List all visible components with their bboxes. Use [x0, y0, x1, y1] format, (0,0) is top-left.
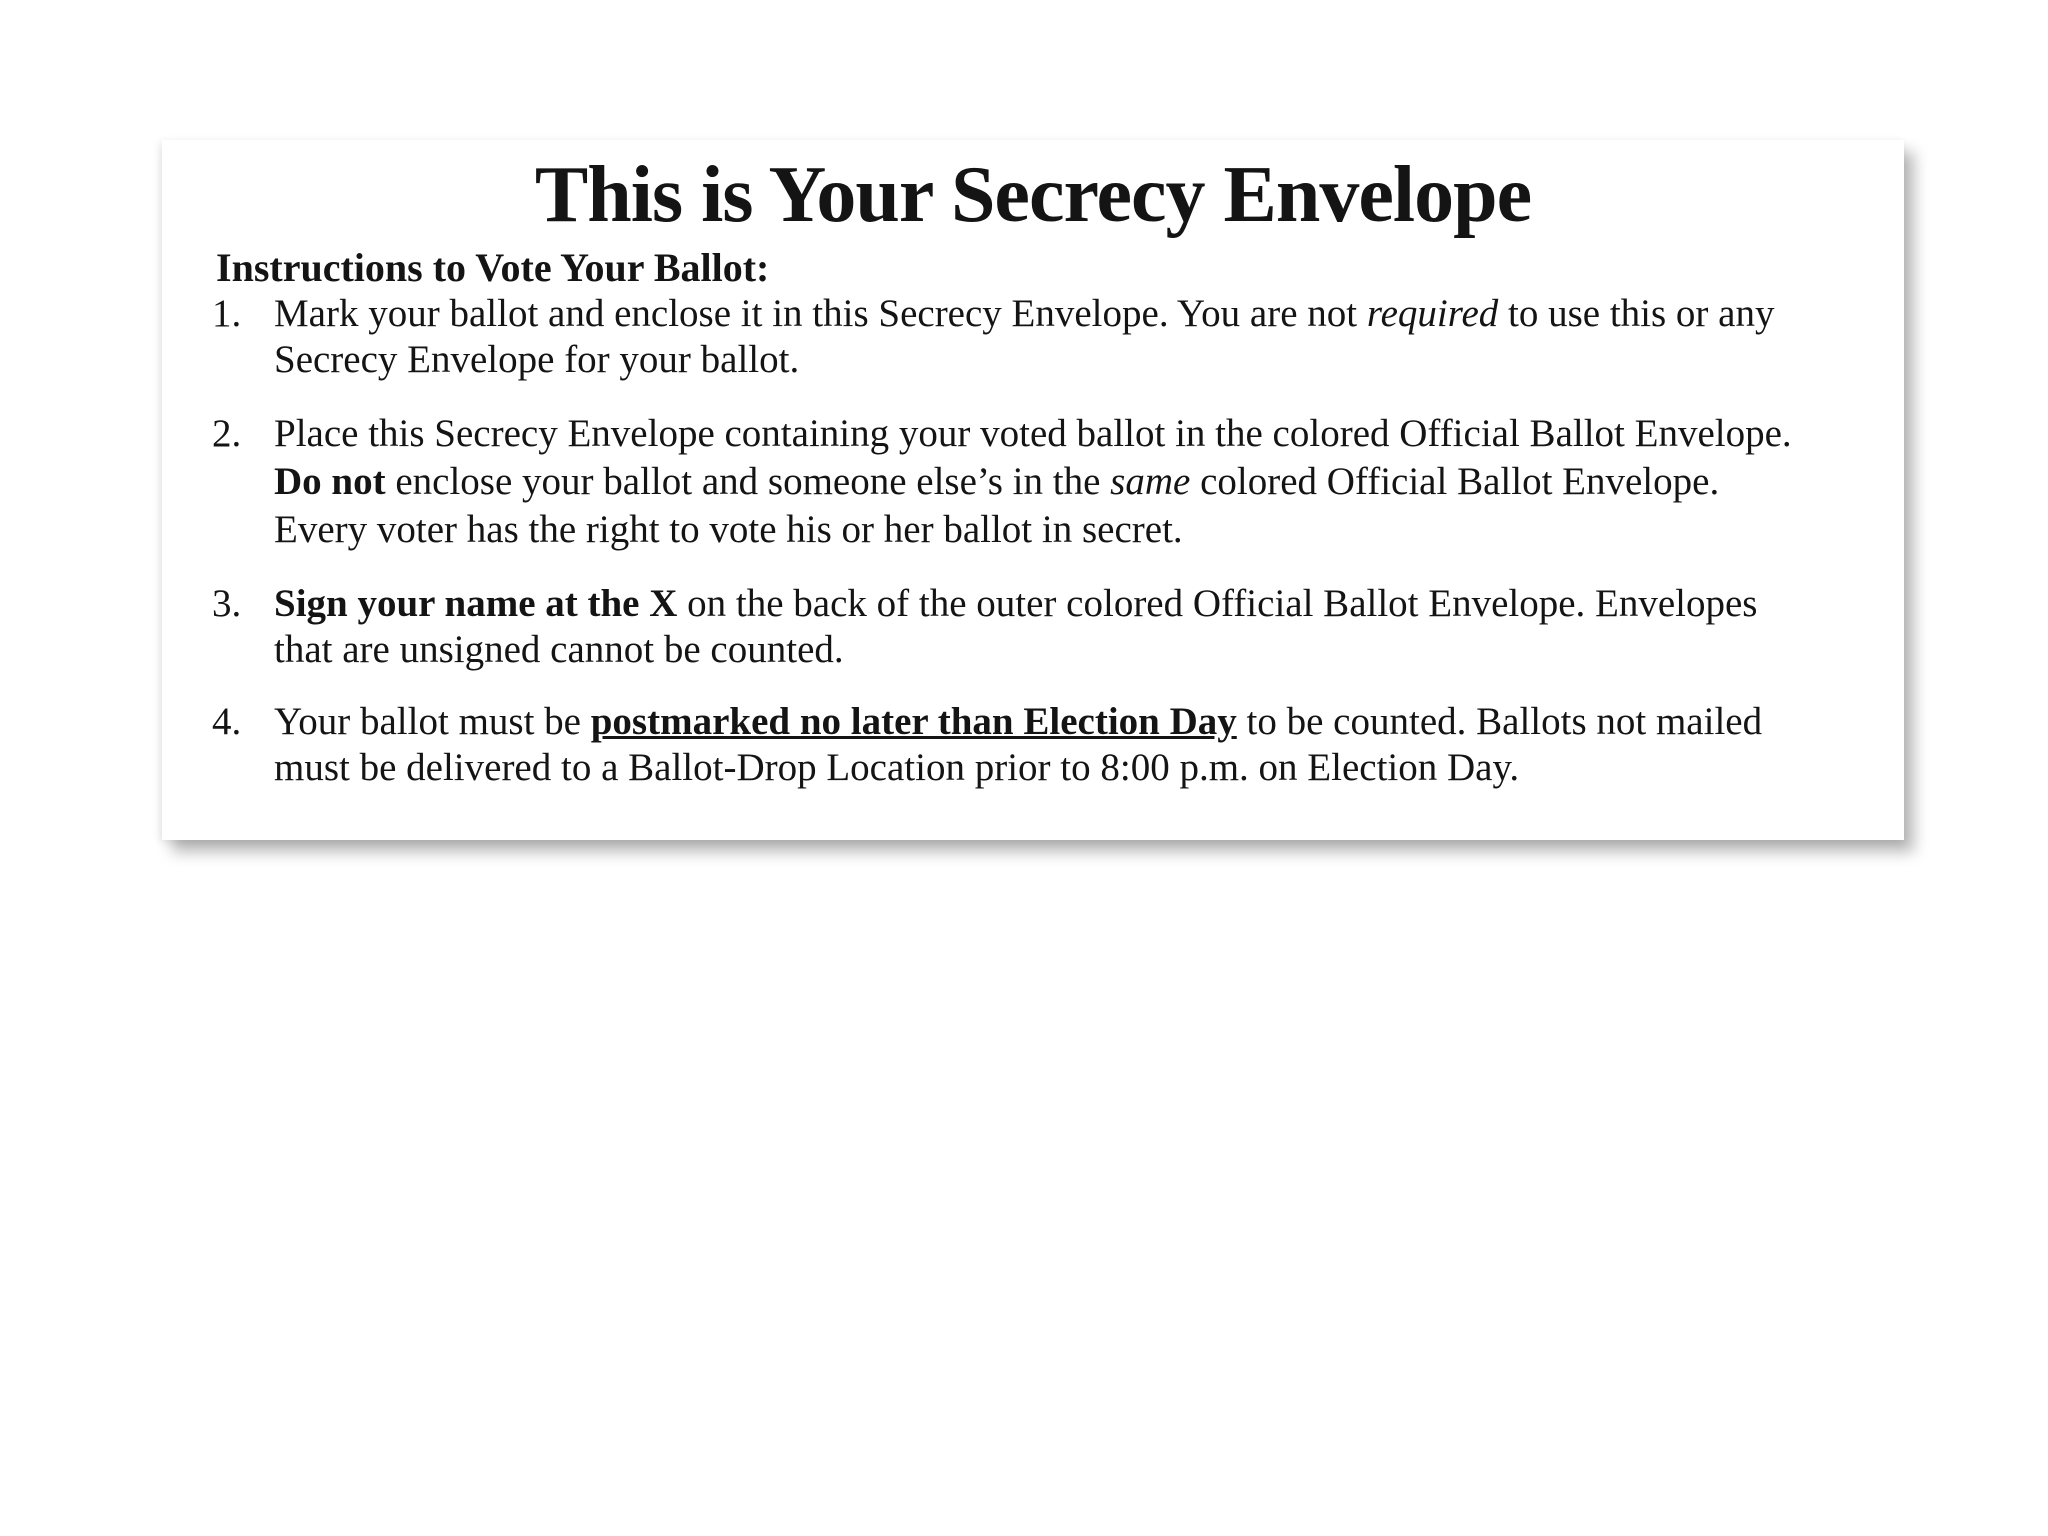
item-number: 1.	[212, 292, 242, 335]
item-4-text-a: Your ballot must be	[274, 700, 591, 743]
item-2-line-1: Place this Secrecy Envelope containing your voted ballot in the colored Official Ballot Envelope.	[274, 412, 1792, 455]
envelope-title: This is Your Secrecy Envelope	[534, 151, 1532, 239]
item-4-line-1	[274, 698, 1762, 746]
item-2-line-3: Every voter has the right to vote his or her ballot in secret.	[274, 508, 1183, 551]
item-2-do-not-emphasis: Do not	[274, 460, 386, 503]
item-2-text-b: enclose your ballot and someone else’s in the	[385, 460, 1111, 503]
item-1-required-emphasis: required	[1366, 292, 1499, 335]
item-1-line-2: Secrecy Envelope for your ballot.	[274, 338, 800, 381]
item-number: 4.	[212, 700, 242, 743]
item-4-postmark-emphasis: postmarked no later than Election Day	[590, 700, 1237, 743]
item-4-text-c: to be counted. Ballots not mailed	[1236, 700, 1763, 743]
item-2-text-d: colored Official Ballot Envelope.	[1190, 460, 1720, 503]
item-1-line-1	[274, 290, 1774, 338]
item-1-text-a: Mark your ballot and enclose it in this Secrecy Envelope. You are not	[274, 292, 1367, 335]
secrecy-envelope-card	[162, 140, 1904, 840]
item-1-text-c: to use this or any	[1498, 292, 1775, 335]
item-4-line-2: must be delivered to a Ballot-Drop Location prior to 8:00 p.m. on Election Day.	[274, 746, 1520, 789]
item-2-same-emphasis: same	[1110, 460, 1191, 503]
item-2-line-2	[274, 458, 1719, 506]
item-3-line-1	[274, 580, 1758, 628]
item-3-text-b: on the back of the outer colored Official Ballot Envelope. Envelopes	[677, 582, 1758, 625]
instructions-heading: Instructions to Vote Your Ballot:	[216, 245, 770, 290]
item-number: 3.	[212, 582, 242, 625]
item-number: 2.	[212, 412, 242, 455]
item-3-sign-emphasis: Sign your name at the X	[274, 582, 678, 625]
item-3-line-2: that are unsigned cannot be counted.	[274, 628, 844, 671]
